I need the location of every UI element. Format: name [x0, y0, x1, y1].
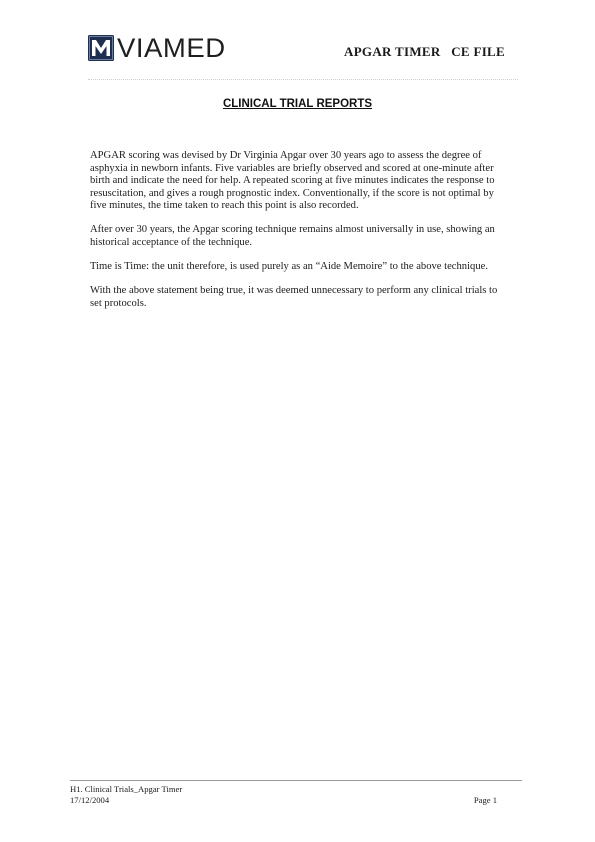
page-title: CLINICAL TRIAL REPORTS	[222, 98, 373, 110]
footer-file-name: H1. Clinical Trials_Apgar Timer	[70, 784, 183, 794]
body-text	[90, 150, 502, 322]
paragraph-conclusion: With the above statement being true, it was deemed unnecessary to perform any clinical trials to set protocols.	[90, 285, 498, 309]
viamed-m-logo-icon	[88, 35, 114, 61]
logo-wordmark: VIAMED	[117, 33, 226, 63]
document-header-title: APGAR TIMER CE FILE	[344, 44, 505, 59]
footer-divider	[70, 780, 522, 781]
footer-date: 17/12/2004	[70, 794, 110, 805]
paragraph-aide-memoire: Time is Time: the unit therefore, is used purely as an “Aide Memoire” to the above technique.	[90, 261, 488, 273]
footer-page-number: Page 1	[473, 795, 497, 805]
footer-file-info	[70, 784, 182, 805]
paragraph-acceptance: After over 30 years, the Apgar scoring technique remains almost universally in use, showing an historical acceptance of the technique.	[90, 224, 495, 249]
header-divider	[88, 79, 518, 80]
paragraph-apgar-history: APGAR scoring was devised by Dr Virginia Apgar over 30 years ago to assess the degree of asphyxia in newborn infants. Five variables are briefly observed and scored at one-minute after birth and indicate the need for help. A repeated scoring at five minutes indicates the response to resuscitation, and gives a rough prognostic index. Conventionally, if the score is not optimal by five minutes, the time taken to reach this point is also recorded.	[90, 150, 495, 212]
company-logo	[88, 34, 224, 62]
